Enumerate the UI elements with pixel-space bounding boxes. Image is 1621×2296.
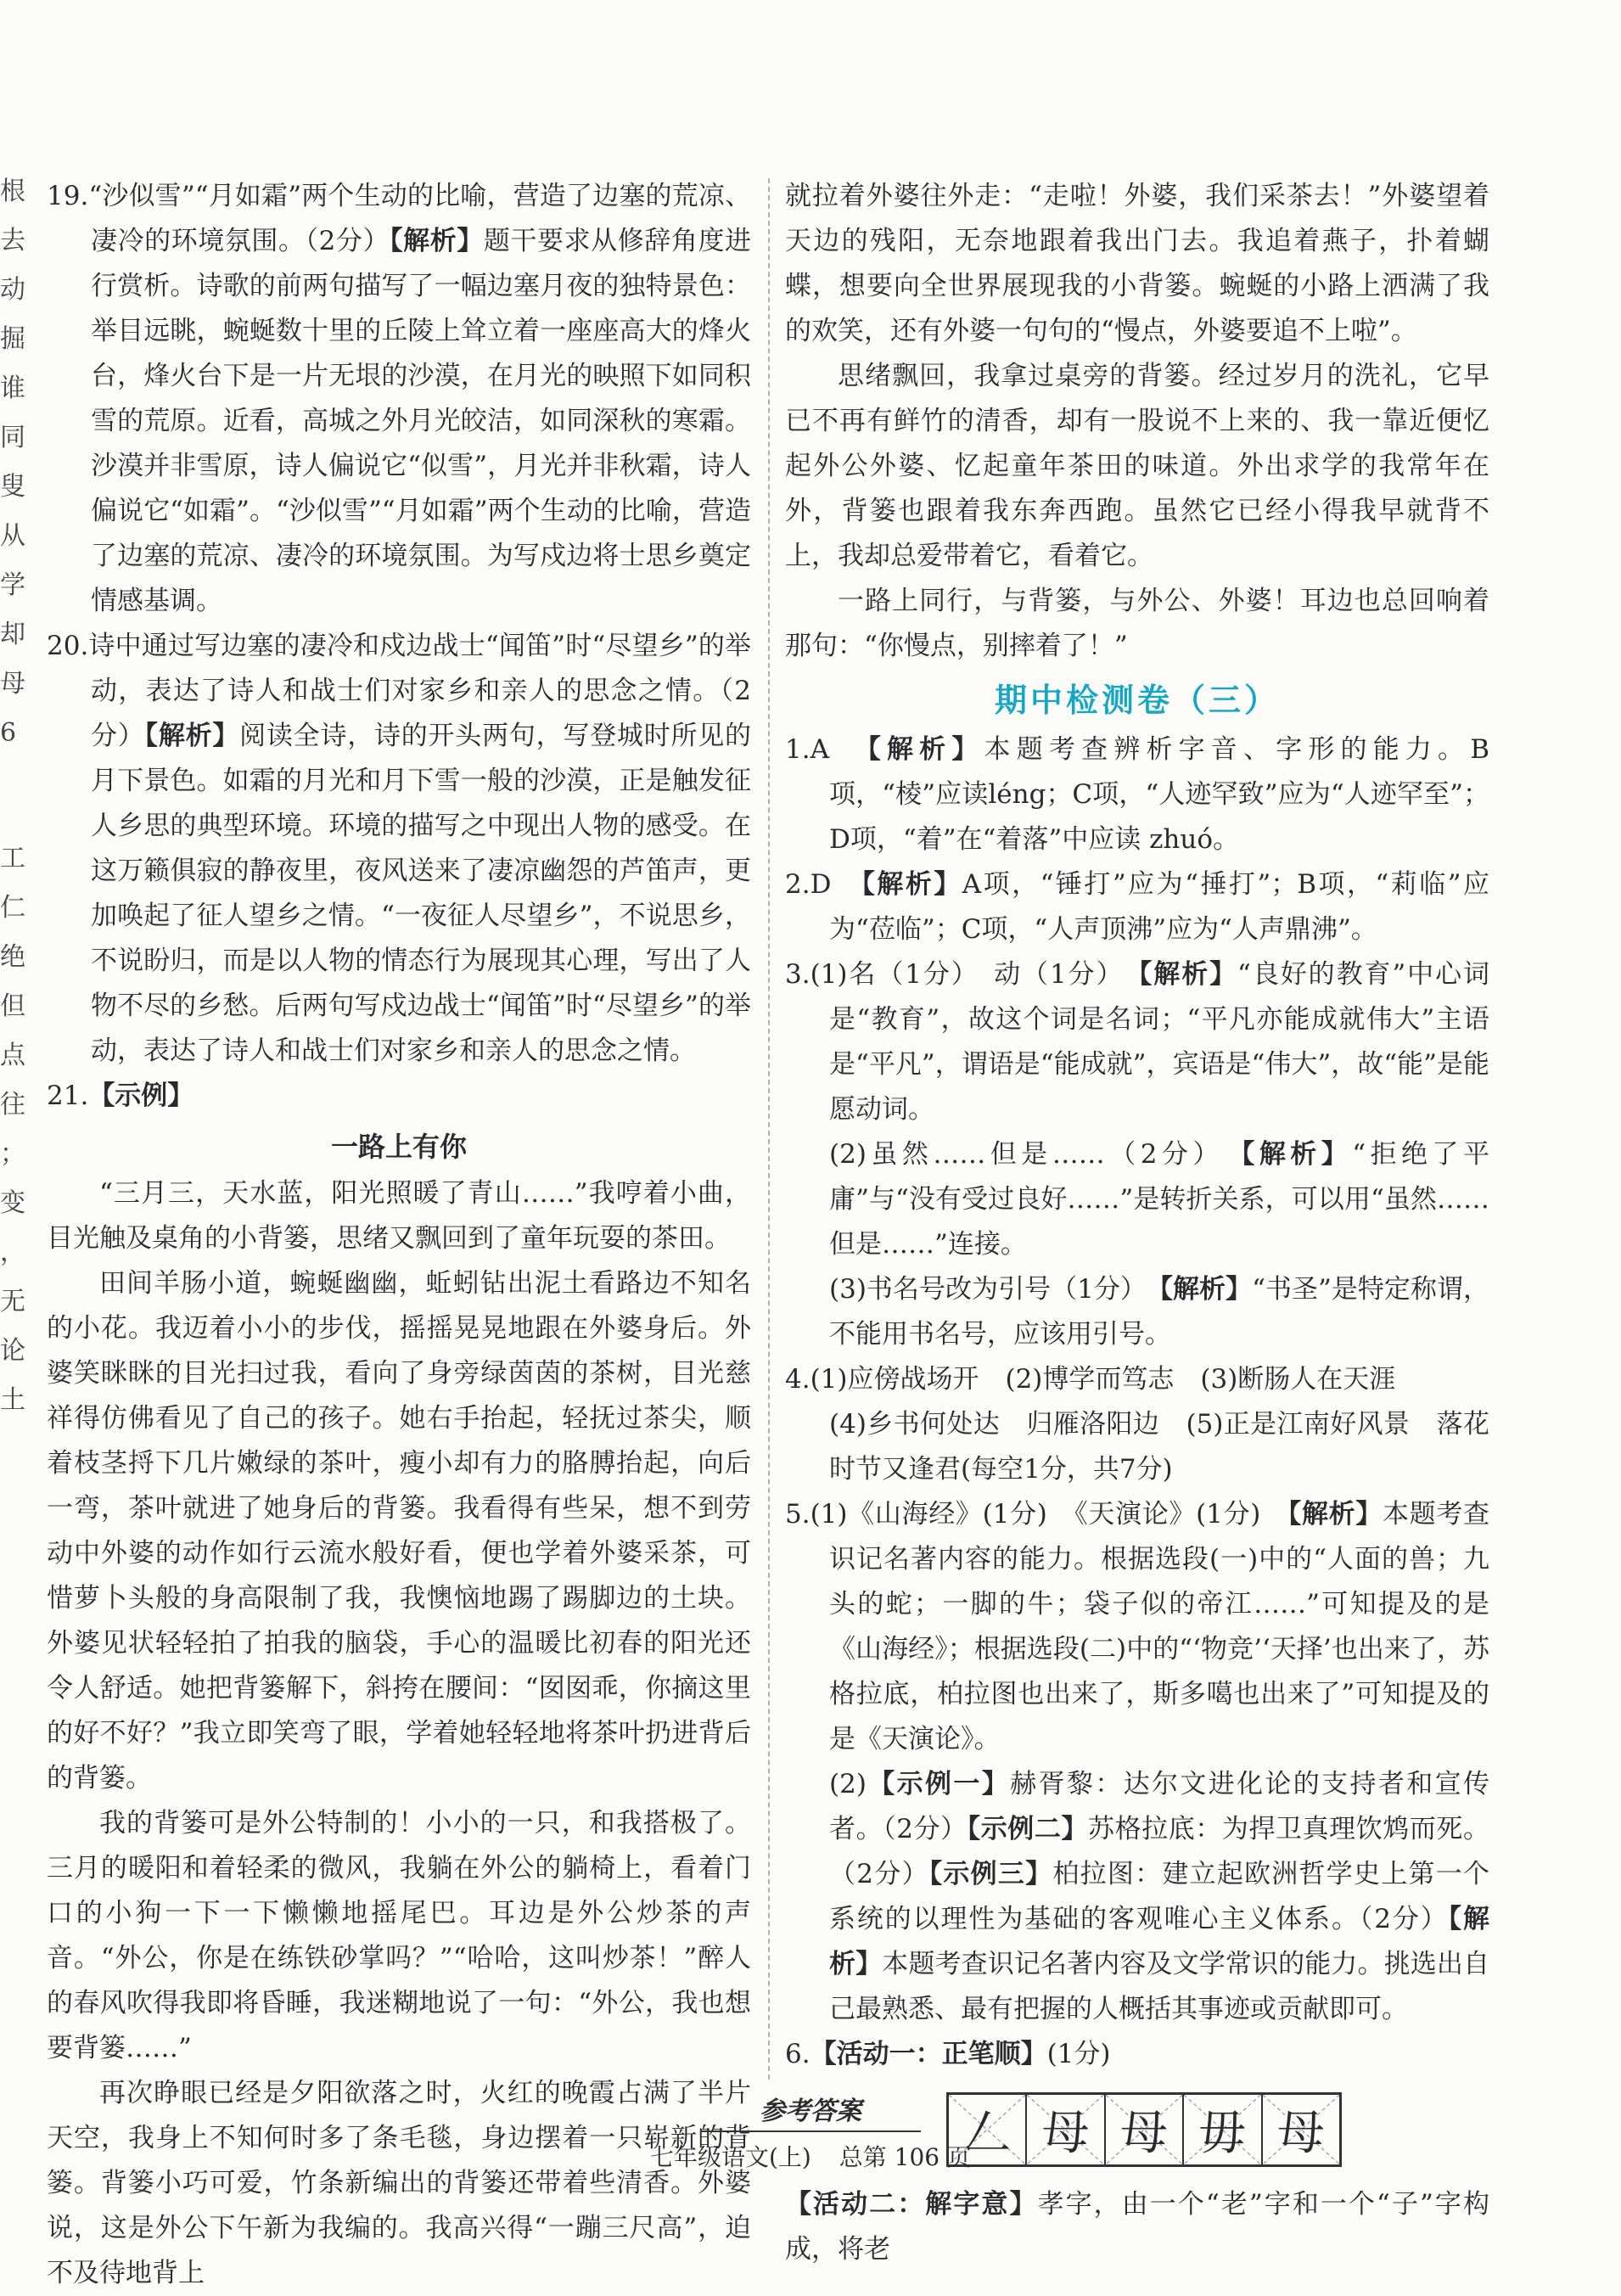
grid-char: 毋	[1198, 2106, 1247, 2161]
answer-5-part-2: (2)【示例一】赫胥黎：达尔文进化论的支持者和宣传者。（2分）【示例二】苏格拉底：为捍卫真理饮鸩而死。（2分）【示例三】柏拉图：建立起欧洲哲学史上第一个系统的以理性为基础的客观唯心主义体系。（2分）【解析】本题考查识记名著内容及文学常识的能力。挑选出自己最熟悉、最有把握的人概括其事迹或贡献即可。	[829, 1769, 1490, 2024]
edge-char: 掘	[0, 324, 25, 354]
edge-char: 学	[0, 570, 25, 600]
essay-paragraph: 思绪飘回，我拿过桌旁的背篓。经过岁月的洗礼，它早已不再有鲜竹的清香，却有一股说不上来的、我一靠近便忆起外公外婆、忆起童年茶田的味道。外出求学的我常年在外，背篓也跟着我东奔西跑。虽然它已经小得我早就背不上，我却总爱带着它，看着它。	[785, 361, 1489, 571]
edge-char: 同	[0, 423, 25, 452]
left-column	[47, 174, 751, 2296]
answer-6-activity-2: 【活动二：解字意】孝字，由一个“老”字和一个“子”字构成，将老	[785, 2189, 1489, 2265]
edge-char: 但	[0, 991, 25, 1021]
edge-char: 从	[0, 521, 25, 551]
exam-section-title: 期中检测卷（三）	[994, 682, 1280, 719]
answer-6: 6.【活动一：正笔顺】(1分)	[785, 2039, 1111, 2069]
edge-char: 论	[0, 1336, 25, 1366]
answer-2: 2.D 【解析】A项，“锤打”应为“捶打”；B项，“莉临”应为“莅临”；C项，“人声顶沸”应为“人声鼎沸”。	[785, 869, 1490, 945]
page-footer	[0, 2090, 1621, 2173]
grid-char: ⺟	[1120, 2106, 1169, 2161]
edge-char: 6	[0, 718, 17, 748]
edge-char: 动	[0, 275, 25, 305]
essay-paragraph: 一路上同行，与背篓，与外公、外婆！耳边也总回响着那句：“你慢点，别摔着了！”	[785, 586, 1489, 661]
edge-char: 去	[0, 226, 25, 255]
answer-1: 1.A 【解析】本题考查辨析字音、字形的能力。B项，“棱”应读léng；C项，“人迹罕致”应为“人迹罕至”；D项，“着”在“着落”中应读 zhuó。	[785, 734, 1490, 855]
essay-paragraph: 我的背篓可是外公特制的！小小的一只，和我搭极了。三月的暖阳和着轻柔的微风，我躺在外公的躺椅上，看着门口的小狗一下一下懒懒地摇尾巴。耳边是外公炒茶的声音。“外公，你是在练铁砂掌吗？”“哈哈，这叫炒茶！”醉人的春风吹得我即将昏睡，我迷糊地说了一句：“外公，我也想要背篓……”	[47, 1808, 751, 2063]
answer-3-part-2: (2)虽然……但是……（2分） 【解析】“拒绝了平庸”与“没有受过良好……”是转折关系，可以用“虽然……但是……”连接。	[829, 1139, 1489, 1260]
answer-5: 5.(1)《山海经》(1分) 《天演论》(1分) 【解析】本题考查识记名著内容的能力。根据选段(一)中的“人面的兽；九头的蛇；一脚的牛；袋子似的帝江……”可知提及的是《山海经》；根据选段(二)中的“‘物竞’‘天择’也出来了，苏格拉底，柏拉图也出来了，斯多噶也出来了”可知提及的是《天演论》。	[785, 1499, 1490, 1754]
answer-3-part-3: (3)书名号改为引号（1分） 【解析】“书圣”是特定称谓，不能用书名号，应该用引号。	[829, 1274, 1490, 1350]
essay-paragraph: 田间羊肠小道，蜿蜒幽幽，蚯蚓钻出泥土看路边不知名的小花。我迈着小小的步伐，摇摇晃晃地跟在外婆身后。外婆笑眯眯的目光扫过我，看向了身旁绿茵茵的茶树，目光慈祥得仿佛看见了自己的孩子。她右手抬起，轻抚过茶尖，顺着枝茎捋下几片嫩绿的茶叶，瘦小却有力的胳膊抬起，向后一弯，茶叶就进了她身后的背篓。我看得有些呆，想不到劳动中外婆的动作如行云流水般好看，便也学着外婆采茶，可惜萝卜头般的身高限制了我，我懊恼地踢了踢脚边的土块。外婆见状轻轻拍了拍我的脑袋，手心的温暖比初春的阳光还令人舒适。她把背篓解下，斜挎在腰间：“囡囡乖，你摘这里的好不好？”我立即笑弯了眼，学着她轻轻地将茶叶扔进背后的背篓。	[47, 1268, 751, 1794]
edge-char: ，	[0, 1238, 25, 1267]
essay-paragraph: 再次睁眼已经是夕阳欲落之时，火红的晚霞占满了半片天空，我身上不知何时多了条毛毯，身边摆着一只崭新的背篓。背篓小巧可爱，竹条新编出的背篓还带着些清香。外婆说，这是外公下午新为我编的。我高兴得“一蹦三尺高”，迫不及待地背上	[47, 2078, 751, 2288]
grid-char: 母	[1276, 2106, 1325, 2161]
edge-char: 工	[0, 844, 25, 873]
edge-char: 却	[0, 620, 25, 649]
edge-char: 母	[0, 669, 25, 699]
edge-char: 绝	[0, 942, 25, 972]
grid-char: ⺟	[1041, 2106, 1090, 2161]
binding-edge-chars	[0, 178, 24, 1436]
answer-21: 21.【示例】	[47, 1081, 194, 1111]
edge-char: 土	[0, 1385, 25, 1415]
essay-title: 一路上有你	[330, 1131, 467, 1163]
essay-continuation: 就拉着外婆往外走：“走啦！外婆，我们采茶去！”外婆望着天边的残阳，无奈地跟着我出门去。我追着燕子，扑着蝴蝶，想要向全世界展现我的小背篓。蜿蜒的小路上洒满了我的欢笑，还有外婆一句句的“慢点，外婆要追不上啦”。	[785, 181, 1489, 346]
footer-grade: 七年级语文(上)	[649, 2143, 811, 2171]
edge-char: 变	[0, 1188, 25, 1218]
answer-20: 20.诗中通过写边塞的凄冷和戍边战士“闻笛”时“尽望乡”的举动，表达了诗人和战士们对家乡和亲人的思念之情。（2分）【解析】阅读全诗，诗的开头两句，写登城时所见的月下景色。如霜的月光和月下雪一般的沙漠，正是触发征人乡思的典型环境。环境的描写之中现出人物的感受。在这万籁俱寂的静夜里，夜风送来了凄凉幽怨的芦笛声，更加唤起了征人望乡之情。“一夜征人尽望乡”，不说思乡，不说盼归，而是以人物的情态行为展现其心理，写出了人物不尽的乡愁。后两句写戍边战士“闻笛”时“尽望乡”的举动，表达了诗人和战士们对家乡和亲人的思念之情。	[47, 631, 752, 1066]
edge-char: 谁	[0, 373, 25, 403]
answer-4: 4.(1)应傍战场开 (2)博学而笃志 (3)断肠人在天涯	[785, 1364, 1396, 1395]
right-column	[785, 174, 1489, 2272]
footer-label: 参考答案	[700, 2090, 921, 2132]
edge-char: 往	[0, 1090, 25, 1120]
essay-paragraph: “三月三，天水蓝，阳光照暖了青山……”我哼着小曲，目光触及桌角的小背篓，思绪又飘回到了童年玩耍的茶田。	[47, 1178, 751, 1254]
edge-char: 点	[0, 1041, 25, 1070]
answer-4-line-2: (4)乡书何处达 归雁洛阳边 (5)正是江南好风景 落花时节又逢君(每空1分，共7分)	[829, 1409, 1489, 1485]
answer-19: 19.“沙似雪”“月如霜”两个生动的比喻，营造了边塞的荒凉、凄冷的环境氛围。（2分）【解析】题干要求从修辞角度进行赏析。诗歌的前两句描写了一幅边塞月夜的独特景色：举目远眺，蜿蜒数十里的丘陵上耸立着一座座高大的烽火台，烽火台下是一片无垠的沙漠，在月光的映照下如同积雪的荒原。近看，高城之外月光皎洁，如同深秋的寒霜。沙漠并非雪原，诗人偏说它“似雪”，月光并非秋霜，诗人偏说它“如霜”。“沙似雪”“月如霜”两个生动的比喻，营造了边塞的荒凉、凄冷的环境氛围。为写戍边将士思乡奠定情感基调。	[47, 181, 752, 616]
edge-char: 根	[0, 177, 25, 206]
edge-char: 叟	[0, 472, 25, 502]
edge-char: ；	[0, 1139, 25, 1169]
footer-page: 总第 106 页	[839, 2143, 971, 2171]
answer-3: 3.(1)名（1分） 动（1分） 【解析】“良好的教育”中心词是“教育”，故这个词是名词；“平凡亦能成就伟大”主语是“平凡”，谓语是“能成就”，宾语是“伟大”，故“能”是能愿动词。	[785, 959, 1490, 1125]
edge-char: 仁	[0, 893, 25, 923]
footer-info	[0, 2139, 1621, 2173]
edge-char: 无	[0, 1287, 25, 1316]
column-divider	[768, 178, 770, 2080]
grid-char: 𠃋	[963, 2106, 1012, 2161]
